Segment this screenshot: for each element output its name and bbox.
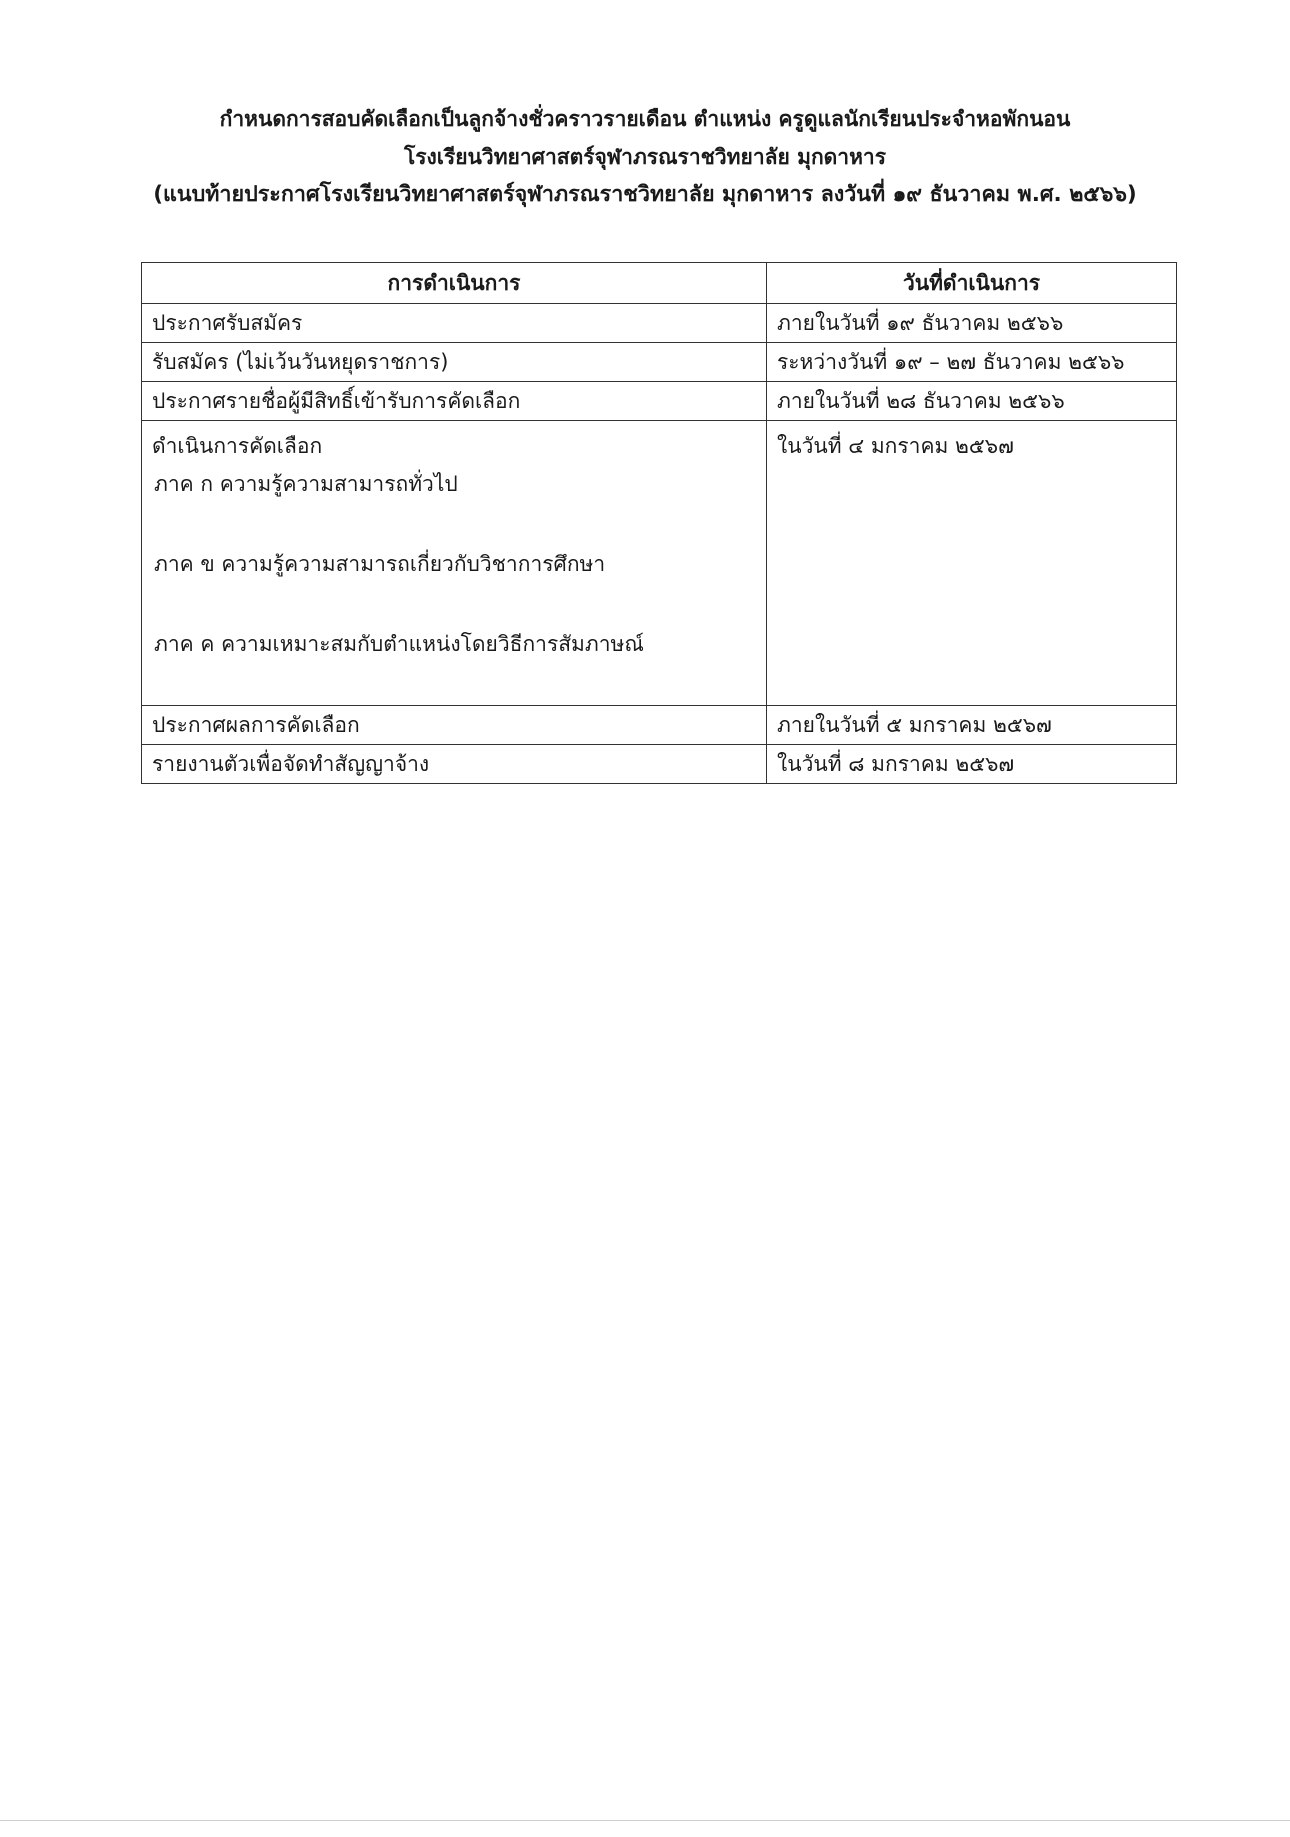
date-cell: ภายในวันที่ ๕ มกราคม ๒๕๖๗ — [767, 706, 1177, 745]
table-row — [142, 745, 1177, 784]
selection-part-c: ภาค ค ความเหมาะสมกับตำแหน่งโดยวิธีการสัมภาษณ์ — [154, 632, 644, 656]
page-bottom-rule — [0, 1820, 1290, 1821]
header-title-line1: กำหนดการสอบคัดเลือกเป็นลูกจ้างชั่วคราวรายเดือน ตำแหน่ง ครูดูแลนักเรียนประจำหอพักนอน — [219, 107, 1071, 131]
table-row — [142, 343, 1177, 382]
header-title-line2: โรงเรียนวิทยาศาสตร์จุฬาภรณราชวิทยาลัย มุกดาหาร — [403, 145, 886, 169]
activity-title: ดำเนินการคัดเลือก — [152, 434, 323, 458]
date-cell: ภายในวันที่ ๒๘ ธันวาคม ๒๕๖๖ — [767, 382, 1177, 421]
activity-cell: รับสมัคร (ไม่เว้นวันหยุดราชการ) — [142, 343, 767, 382]
activity-cell: ประกาศรายชื่อผู้มีสิทธิ์เข้ารับการคัดเลือก — [142, 382, 767, 421]
schedule-table — [141, 262, 1177, 784]
table-row — [142, 421, 1177, 706]
selection-part-a: ภาค ก ความรู้ความสามารถทั่วไป — [154, 472, 458, 496]
header-date: วันที่ดำเนินการ — [767, 263, 1177, 304]
document-header — [0, 100, 1290, 214]
table-row — [142, 382, 1177, 421]
date-cell: ภายในวันที่ ๑๙ ธันวาคม ๒๕๖๖ — [767, 304, 1177, 343]
activity-cell: ประกาศรับสมัคร — [142, 304, 767, 343]
table-row — [142, 706, 1177, 745]
selection-part-b: ภาค ข ความรู้ความสามารถเกี่ยวกับวิชาการศึกษา — [154, 552, 606, 576]
activity-cell: ประกาศผลการคัดเลือก — [142, 706, 767, 745]
activity-cell-selection — [142, 421, 767, 706]
date-cell: ระหว่างวันที่ ๑๙ – ๒๗ ธันวาคม ๒๕๖๖ — [767, 343, 1177, 382]
activity-cell: รายงานตัวเพื่อจัดทำสัญญาจ้าง — [142, 745, 767, 784]
date-cell: ในวันที่ ๘ มกราคม ๒๕๖๗ — [767, 745, 1177, 784]
date-cell: ในวันที่ ๔ มกราคม ๒๕๖๗ — [767, 421, 1177, 706]
table-header-row — [142, 263, 1177, 304]
header-title-line3: (แนบท้ายประกาศโรงเรียนวิทยาศาสตร์จุฬาภรณราชวิทยาลัย มุกดาหาร ลงวันที่ ๑๙ ธันวาคม พ.ศ. ๒๕๖๖) — [153, 182, 1137, 207]
header-activity: การดำเนินการ — [142, 263, 767, 304]
table-row — [142, 304, 1177, 343]
